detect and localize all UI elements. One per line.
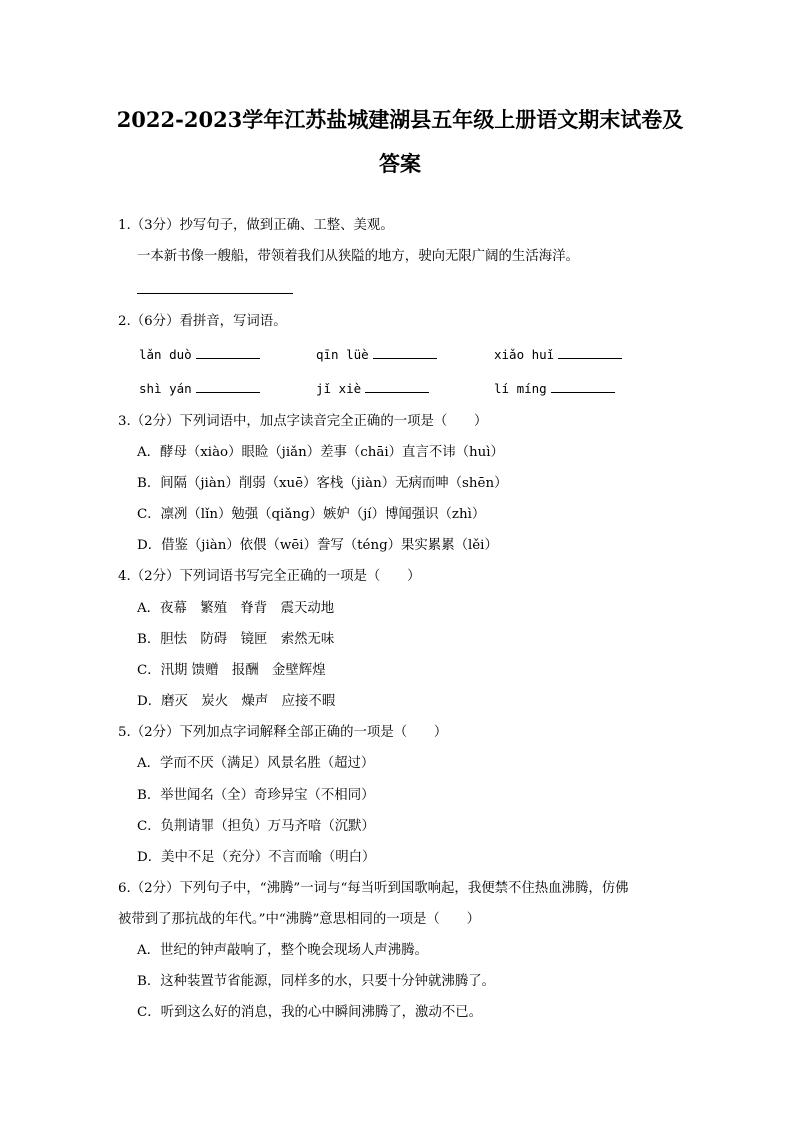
q3-option-c: C．凛冽（lǐn）勉强（qiǎng）嫉妒（jí）博闻强识（zhì） [137, 507, 486, 522]
q3-option-a: A．酵母（xiào）眼睑（jiǎn）差事（chāi）直言不讳（huì） [137, 445, 504, 460]
pinyin-text: jǐ xiè [316, 381, 362, 396]
q6-option-c: C．听到这么好的消息，我的心中瞬间沸腾了，激动不已。 [137, 1005, 483, 1020]
q5-option-a: A．学而不厌（满足）风景名胜（超过） [137, 756, 375, 771]
pinyin-item [139, 345, 260, 365]
pinyin-item [316, 379, 429, 399]
answer-blank [196, 379, 260, 393]
answer-blank [196, 345, 260, 359]
pinyin-text: qīn lüè [316, 347, 369, 362]
pinyin-text: xiǎo huǐ [494, 347, 555, 362]
answer-blank [551, 379, 615, 393]
q5-option-b: B．举世闻名（全）奇珍异宝（不相同） [137, 788, 375, 803]
q2-stem: 2.（6分）看拼音，写词语。 [118, 314, 287, 329]
q3-option-b: B．间隔（jiàn）削弱（xuē）客栈（jiàn）无病而呻（shēn） [137, 476, 508, 491]
document-title [110, 98, 690, 186]
q3-stem: 3.（2分）下列词语中，加点字读音完全正确的一项是（ ） [118, 414, 488, 429]
pinyin-item [139, 379, 260, 399]
answer-blank [373, 345, 437, 359]
q4-stem: 4.（2分）下列词语书写完全正确的一项是（ ） [118, 569, 421, 584]
q1-answer-line [137, 292, 293, 294]
q6-stem-line-2: 被带到了那抗战的年代。”中“沸腾”意思相同的一项是（ ） [118, 912, 480, 927]
answer-blank [365, 379, 429, 393]
q3-option-d: D．借鉴（jiàn）依偎（wēi）誊写（téng）果实累累（lěi） [137, 538, 498, 553]
q5-stem: 5.（2分）下列加点字词解释全部正确的一项是（ ） [118, 725, 448, 740]
pinyin-item [494, 379, 615, 399]
q4-option-c: C．汛期 馈赠 报酬 金壁辉煌 [137, 663, 326, 678]
pinyin-text: lǎn duò [139, 347, 192, 362]
q1-stem: 1.（3分）抄写句子，做到正确、工整、美观。 [118, 218, 394, 233]
q1-sentence: 一本新书像一艘船，带领着我们从狭隘的地方，驶向无限广阔的生活海洋。 [137, 249, 579, 264]
q6-option-a: A．世纪的钟声敲响了，整个晚会现场人声沸腾。 [137, 943, 428, 958]
q5-option-d: D．美中不足（充分）不言而喻（明白） [137, 850, 376, 865]
pinyin-item [316, 345, 437, 365]
q6-option-b: B．这种装置节省能源，同样多的水，只要十分钟就沸腾了。 [137, 974, 495, 989]
title-line-1: 2022-2023学年江苏盐城建湖县五年级上册语文期末试卷及 [116, 107, 684, 132]
q5-option-c: C．负荆请罪（担负）万马齐喑（沉默） [137, 819, 375, 834]
q4-option-d: D．磨灭 炭火 燥声 应接不暇 [137, 694, 336, 709]
q6-stem-line-1: 6.（2分）下列句子中，“沸腾”一词与“每当听到国歌响起，我便禁不住热血沸腾，仿佛 [118, 881, 629, 896]
title-line-2: 答案 [379, 151, 421, 176]
q4-option-a: A．夜幕 繁殖 脊背 震天动地 [137, 601, 335, 616]
pinyin-text: shì yán [139, 381, 192, 396]
answer-blank [558, 345, 622, 359]
q4-option-b: B．胆怯 防碍 镜匣 索然无味 [137, 632, 335, 647]
pinyin-text: lí míng [494, 381, 547, 396]
pinyin-item [494, 345, 622, 365]
